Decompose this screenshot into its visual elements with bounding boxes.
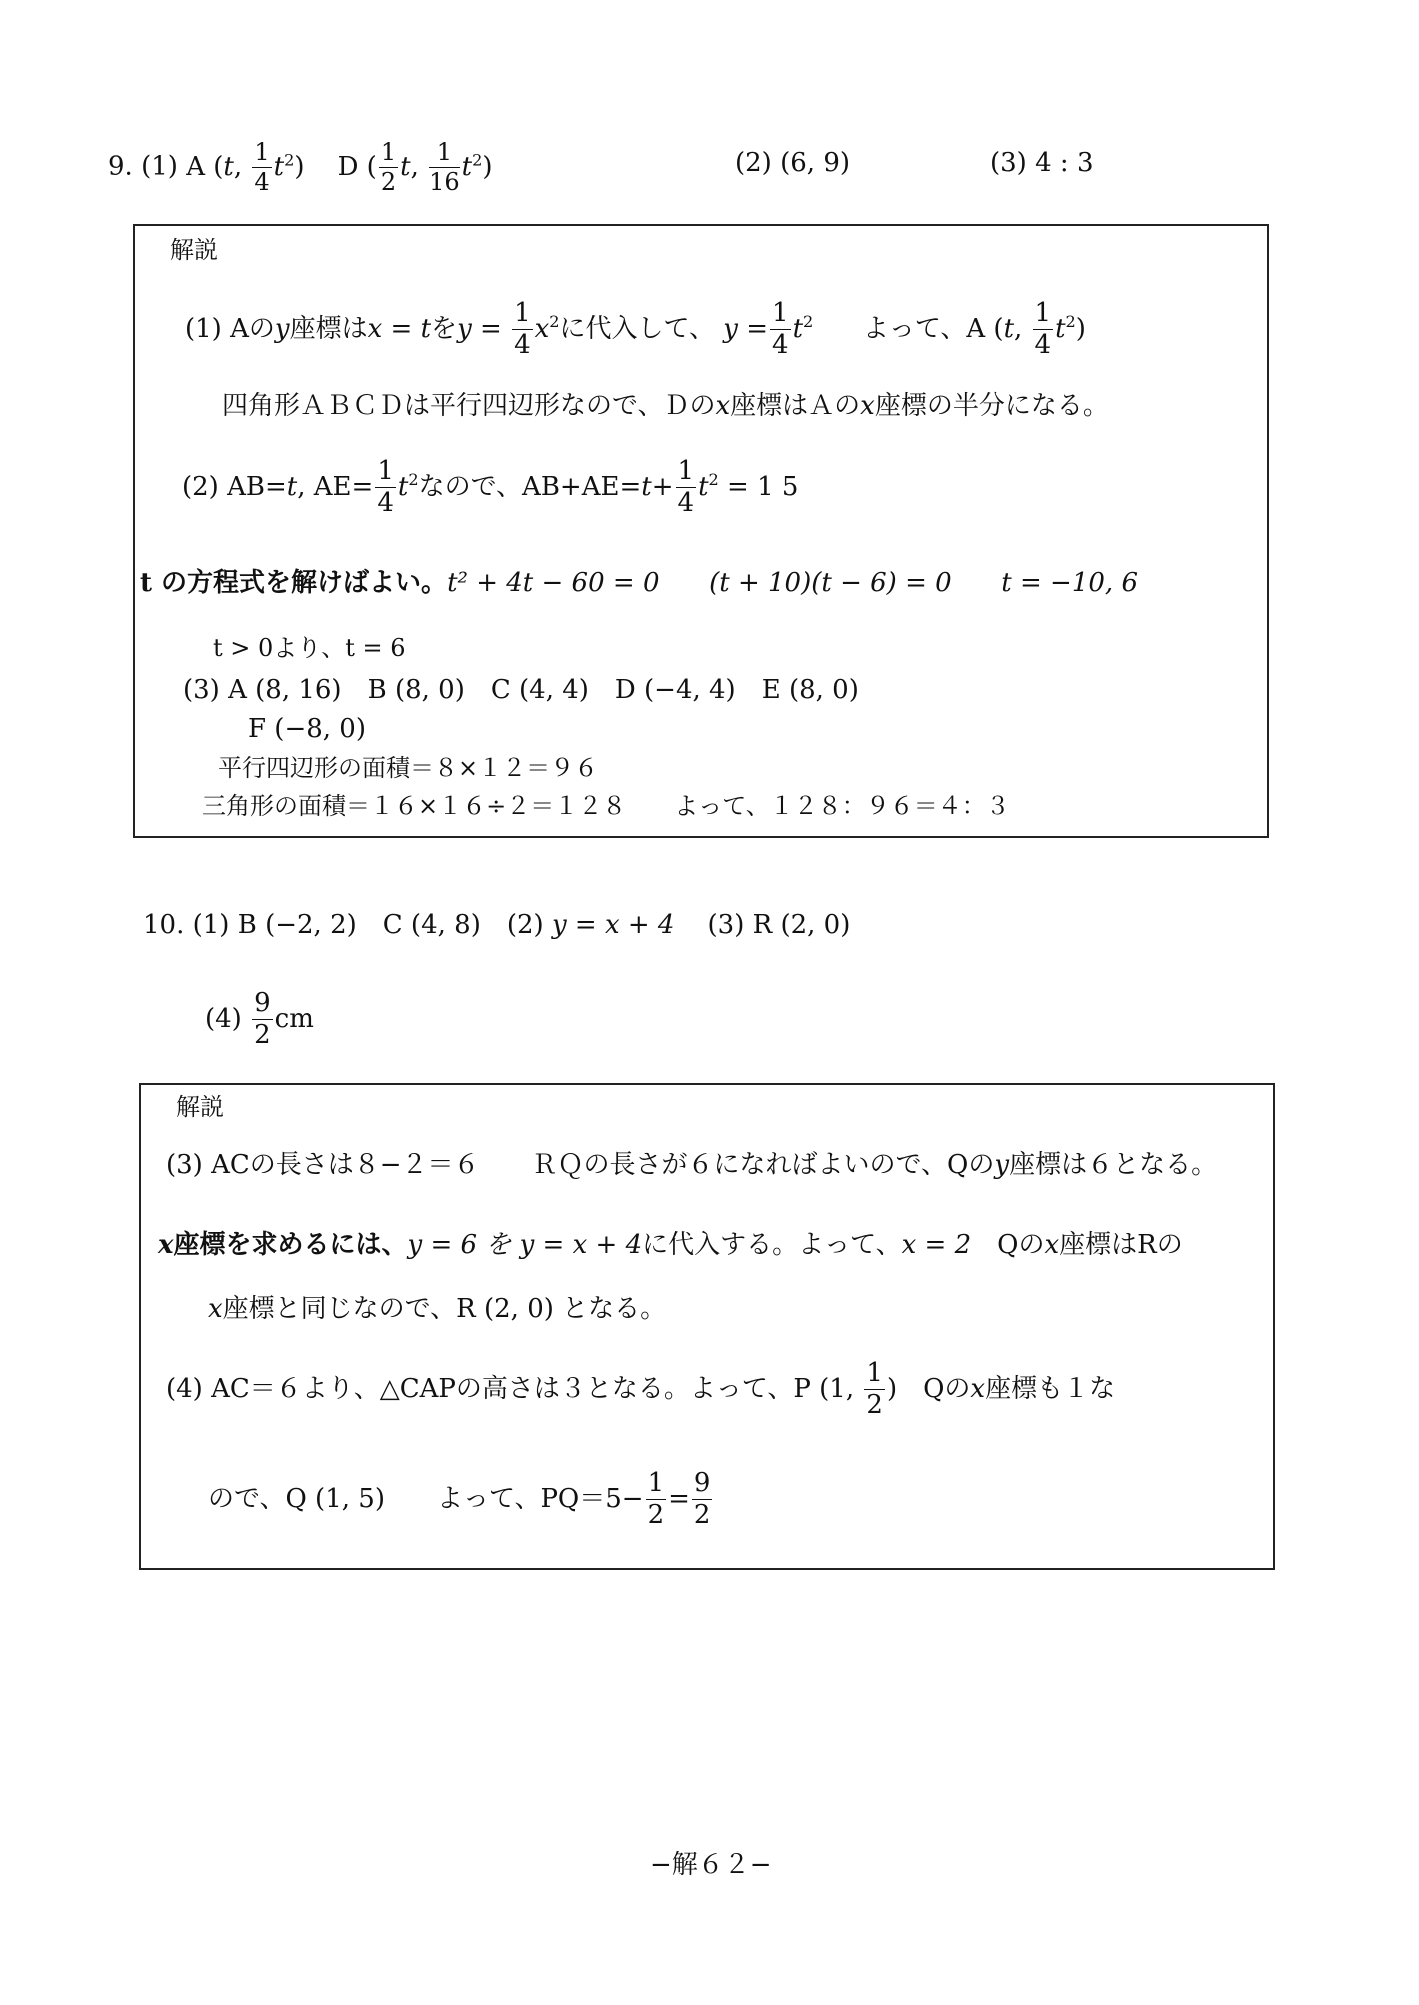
q10-explanation-heading: 解説: [176, 1093, 224, 1121]
q9-answer1-label: (1): [141, 151, 178, 182]
q9-exp-part3-line2: F (−8, 0): [248, 714, 366, 744]
q9-exp-part2-line3: t > 0より、t = 6: [213, 634, 406, 662]
q9-answer3: (3) 4 : 3: [990, 148, 1094, 178]
q9-number: 9.: [108, 151, 133, 182]
q10-exp-part4-line2: ので、Q (1, 5) よって、PQ＝5− $\frac{1}{2}$ = $\frac{9}{2}$: [208, 1468, 711, 1531]
q9-explanation-heading: 解説: [170, 236, 218, 264]
q9-exp-part1-line2: 四角形ＡＢＣＤは平行四辺形なので、Ｄのx座標はＡのx座標の半分になる。: [222, 391, 1109, 421]
q9-exp-part3-line1: (3) A (8, 16) B (8, 0) C (4, 4) D (−4, 4) E (8, 0): [183, 675, 859, 705]
q9-answer1-D: D ( $\frac{1}{2}$ t, $\frac{1}{16}$ $t^2$): [337, 138, 493, 197]
q10-exp-part3-line1: (3) ACの長さは８−２＝６ ＲＱの長さが６になればよいので、Qのy座標は６となる。: [166, 1150, 1218, 1180]
q10-exp-part3-line3: x座標と同じなので、R (2, 0) となる。: [208, 1294, 667, 1324]
q10-exp-part4-line1: (4) AC＝６より、△CAPの高さは３となる。よって、P (1, $\frac{1}{2}$ ) Qのx座標も１な: [166, 1358, 1116, 1421]
q9-answer2: (2) (6, 9): [735, 148, 851, 178]
q10-answer3: (3) R (2, 0): [707, 910, 851, 940]
q10-exp-part3-line2: x座標を求めるには、y = 6 を y = x + 4に代入する。よって、x = 2 Qのx座標はRの: [158, 1230, 1183, 1260]
q9-exp-part3-line4: 三角形の面積＝１６×１６÷２＝１２８ よって、１２８：９６＝４：３: [202, 792, 1010, 820]
q9-exp-part3-line3: 平行四辺形の面積＝８×１２＝９６: [218, 754, 599, 782]
q9-exp-part1-line1: (1) Aのy座標はx = tをy = $\frac{1}{4}$ $x^2$に代入して、 y = $\frac{1}{4}$ $t^2$ よって、A (t, $\frac{1}{4}$ $t^2$): [185, 298, 1086, 361]
q10-answer-line: 10. (1) B (−2, 2) C (4, 8) (2) y = x + 4 (3) R (2, 0): [143, 910, 851, 940]
q9-exp-part2-line2: t の方程式を解けばよい。t² + 4t − 60 = 0 (t + 10)(t − 6) = 0 t = −10, 6: [140, 568, 1138, 598]
q10-answer2: y = x + 4: [551, 910, 675, 940]
q10-number: 10.: [143, 910, 185, 940]
q9-answer1-A: A (t, $\frac{1}{4}$ $t^2$): [186, 138, 305, 197]
page-number: −解６２−: [650, 1850, 772, 1880]
q9-answer-line: [108, 140, 493, 195]
q9-exp-part2-line1: (2) AB=t, AE= $\frac{1}{4}$ $t^2$なので、AB+AE=t+ $\frac{1}{4}$ $t^2 = 1$ 5: [182, 456, 799, 519]
q10-answer4: (4) $\frac{9}{2}$ cm: [205, 988, 314, 1051]
